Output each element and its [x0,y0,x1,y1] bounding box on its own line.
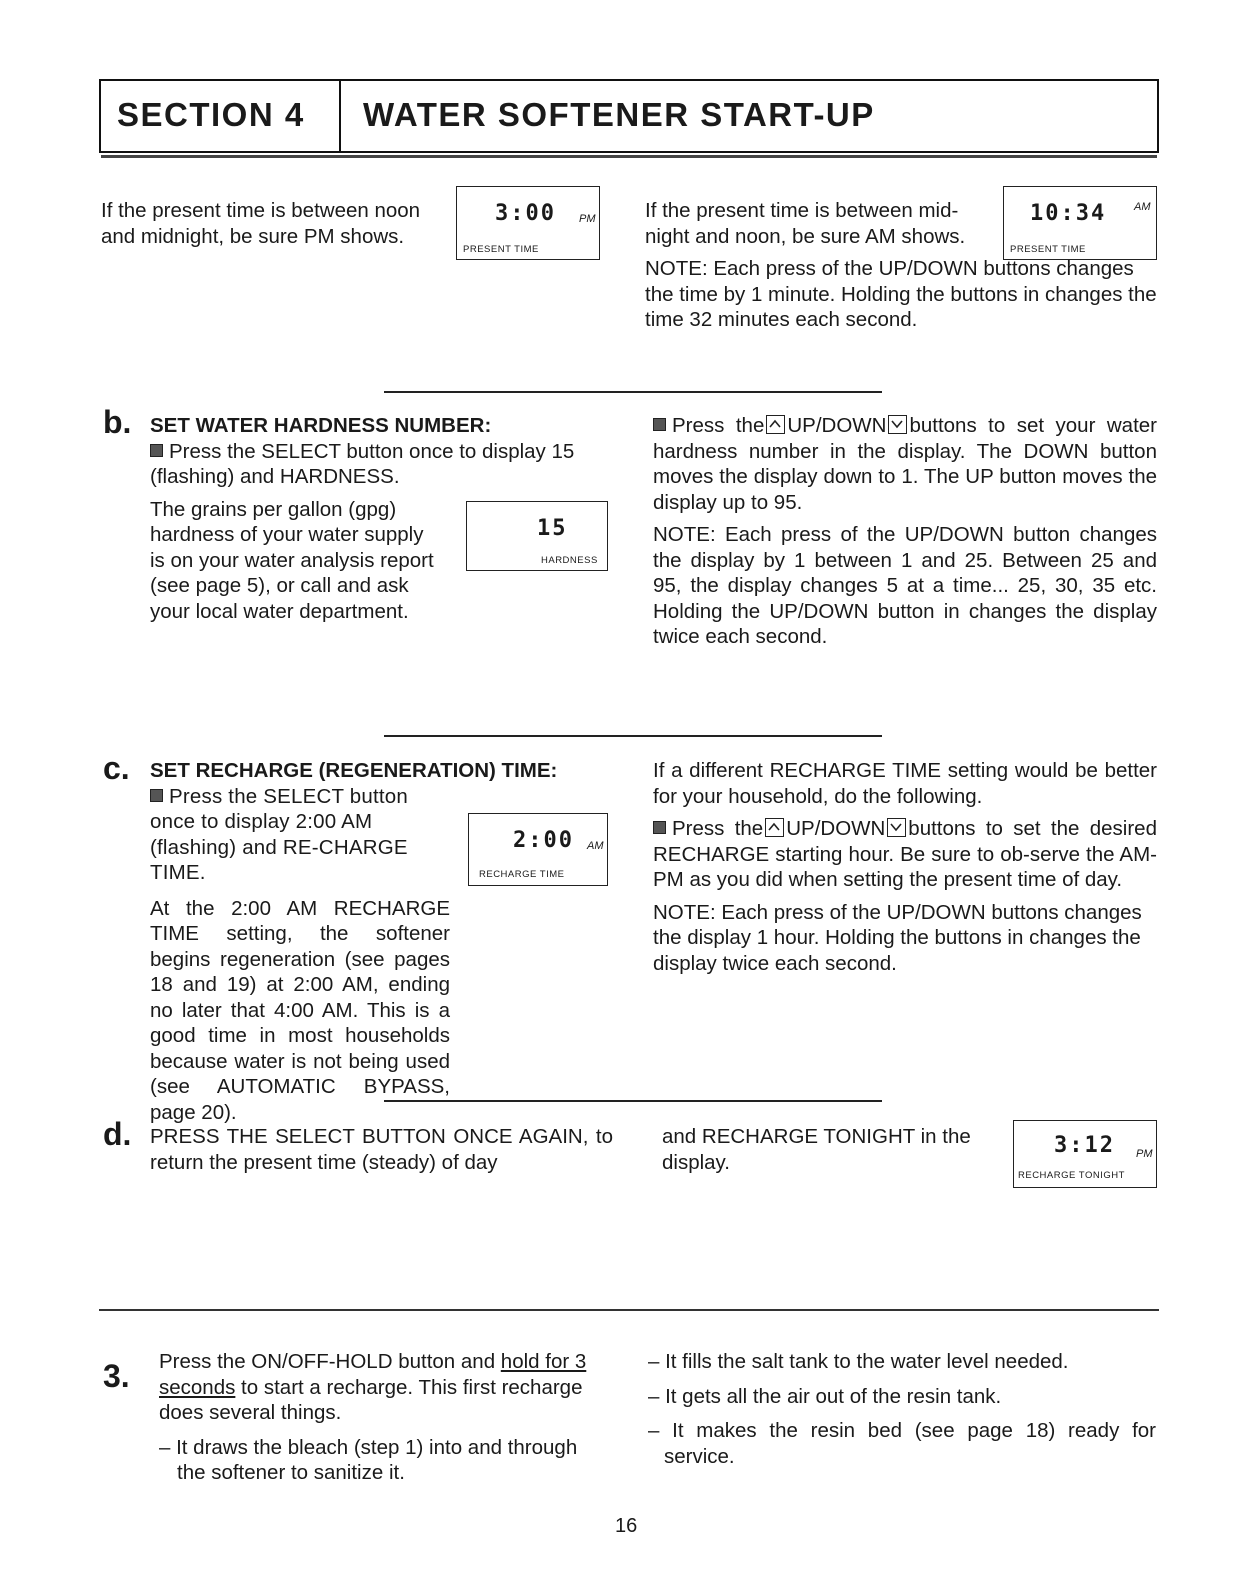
square-bullet-icon [653,821,666,834]
header-underline [101,155,1157,158]
recharge-tonight-display [1013,1120,1157,1188]
display-ampm: PM [579,213,596,225]
step-3-left [159,1349,607,1486]
section-title: WATER SOFTENER START-UP [363,96,875,133]
step-c-right-paragraph-1: If a different RECHARGE TIME setting would be better for your household, do the following. [653,759,1157,808]
down-arrow-icon [888,415,907,434]
step-b-paragraph-2: The grains per gallon (gpg) hardness of your water supply is on your water analysis report (see page 5), or call and ask your local water department. [150,497,434,623]
step-d-left: PRESS THE SELECT BUTTON ONCE AGAIN, to return the present time (steady) of day [150,1125,613,1174]
pm-instruction: If the present time is between noon and midnight, be sure PM shows. [101,199,421,248]
section-label: SECTION 4 [117,96,305,133]
display-digits: 3:00 [495,201,556,226]
step-3-bullet-2: – It fills the salt tank to the water level needed. [648,1350,1069,1373]
step-b-right-note: NOTE: Each press of the UP/DOWN button changes the display by 1 between 1 and 25. Between 25 and 95, the display changes 5 at a time... 25, 30, 35 etc. Holding the UP/DOWN button in changes the display twice each second. [653,523,1157,648]
step-c-right-paragraph-2: Press the UP/DOWN buttons to set the desired RECHARGE starting hour. Be sure to ob-serve the AM-PM as you did when setting the present time of day. [653,817,1157,891]
square-bullet-icon [653,418,666,431]
step-b-right-paragraph-1: Press the UP/DOWN buttons to set your water hardness number in the display. The DOWN button moves the display down to 1. The UP button moves the display up to 95. [653,414,1157,514]
step-c-letter: c. [103,750,130,786]
display-digits: 3:12 [1054,1133,1115,1158]
up-arrow-icon [765,818,784,837]
display-ampm: AM [1134,201,1151,213]
step-c-paragraph-2: At the 2:00 AM RECHARGE TIME setting, the softener begins regeneration (see pages 18 and 19) at 2:00 AM, ending no later that 4:00 AM. This is a good time in most households because water is not being used (see AUTOMATIC BYPASS, page 20). [150,896,450,1124]
divider [384,735,882,737]
step-c-right-note: NOTE: Each press of the UP/DOWN buttons changes the display 1 hour. Holding the buttons in changes the display twice each second. [653,900,1142,975]
am-display [1003,186,1157,260]
step-c-heading: SET RECHARGE (REGENERATION) TIME: [150,759,558,782]
step-3-bullet-3: – It gets all the air out of the resin tank. [648,1384,1002,1408]
display-label: PRESENT TIME [463,244,539,255]
step-3-right [648,1349,1156,1469]
am-instruction: If the present time is between mid-night and noon, be sure AM shows. [645,199,966,248]
display-digits: 15 [537,516,568,541]
step-3-bullet-4: – It makes the resin bed (see page 18) ready for service. [648,1419,1156,1468]
up-arrow-icon [766,415,785,434]
section-header [99,79,1159,153]
step-d-right: and RECHARGE TONIGHT in the display. [662,1125,971,1174]
section-number-box [101,81,341,151]
step-3-bullet-1: – It draws the bleach (step 1) into and through the softener to sanitize it. [159,1435,578,1484]
step-b-right [653,413,1157,650]
recharge-time-display [468,813,608,886]
step-d-letter: d. [103,1116,132,1152]
display-label: HARDNESS [541,555,598,566]
step-c-paragraph-1: Press the SELECT button once to display 2:00 AM (flashing) and RE-CHARGE TIME. [150,784,408,884]
down-arrow-icon [887,818,906,837]
page-number: 16 [615,1515,638,1537]
step-b-letter: b. [103,404,132,440]
square-bullet-icon [150,444,163,457]
time-note: NOTE: Each press of the UP/DOWN buttons changes the time by 1 minute. Holding the buttons in changes the time 32 minutes each second. [645,257,1157,331]
divider [384,391,882,393]
divider [384,1100,882,1102]
hardness-display [466,501,608,571]
display-label: RECHARGE TONIGHT [1018,1170,1125,1181]
step-b-paragraph-1: Press the SELECT button once to display 15 (flashing) and HARDNESS. [150,439,575,488]
display-ampm: PM [1136,1148,1153,1160]
step-b-heading: SET WATER HARDNESS NUMBER: [150,414,492,437]
display-label: PRESENT TIME [1010,244,1086,255]
step-3-number: 3. [103,1358,130,1394]
step-3-paragraph: Press the ON/OFF-HOLD button and hold for 3 seconds to start a recharge. This first recharge does several things. [159,1350,587,1424]
divider [99,1309,1159,1311]
display-digits: 2:00 [513,828,574,853]
display-digits: 10:34 [1030,201,1107,226]
pm-display [456,186,600,260]
square-bullet-icon [150,789,163,802]
display-ampm: AM [587,840,604,852]
step-c-right [653,758,1157,976]
display-label: RECHARGE TIME [479,869,565,880]
